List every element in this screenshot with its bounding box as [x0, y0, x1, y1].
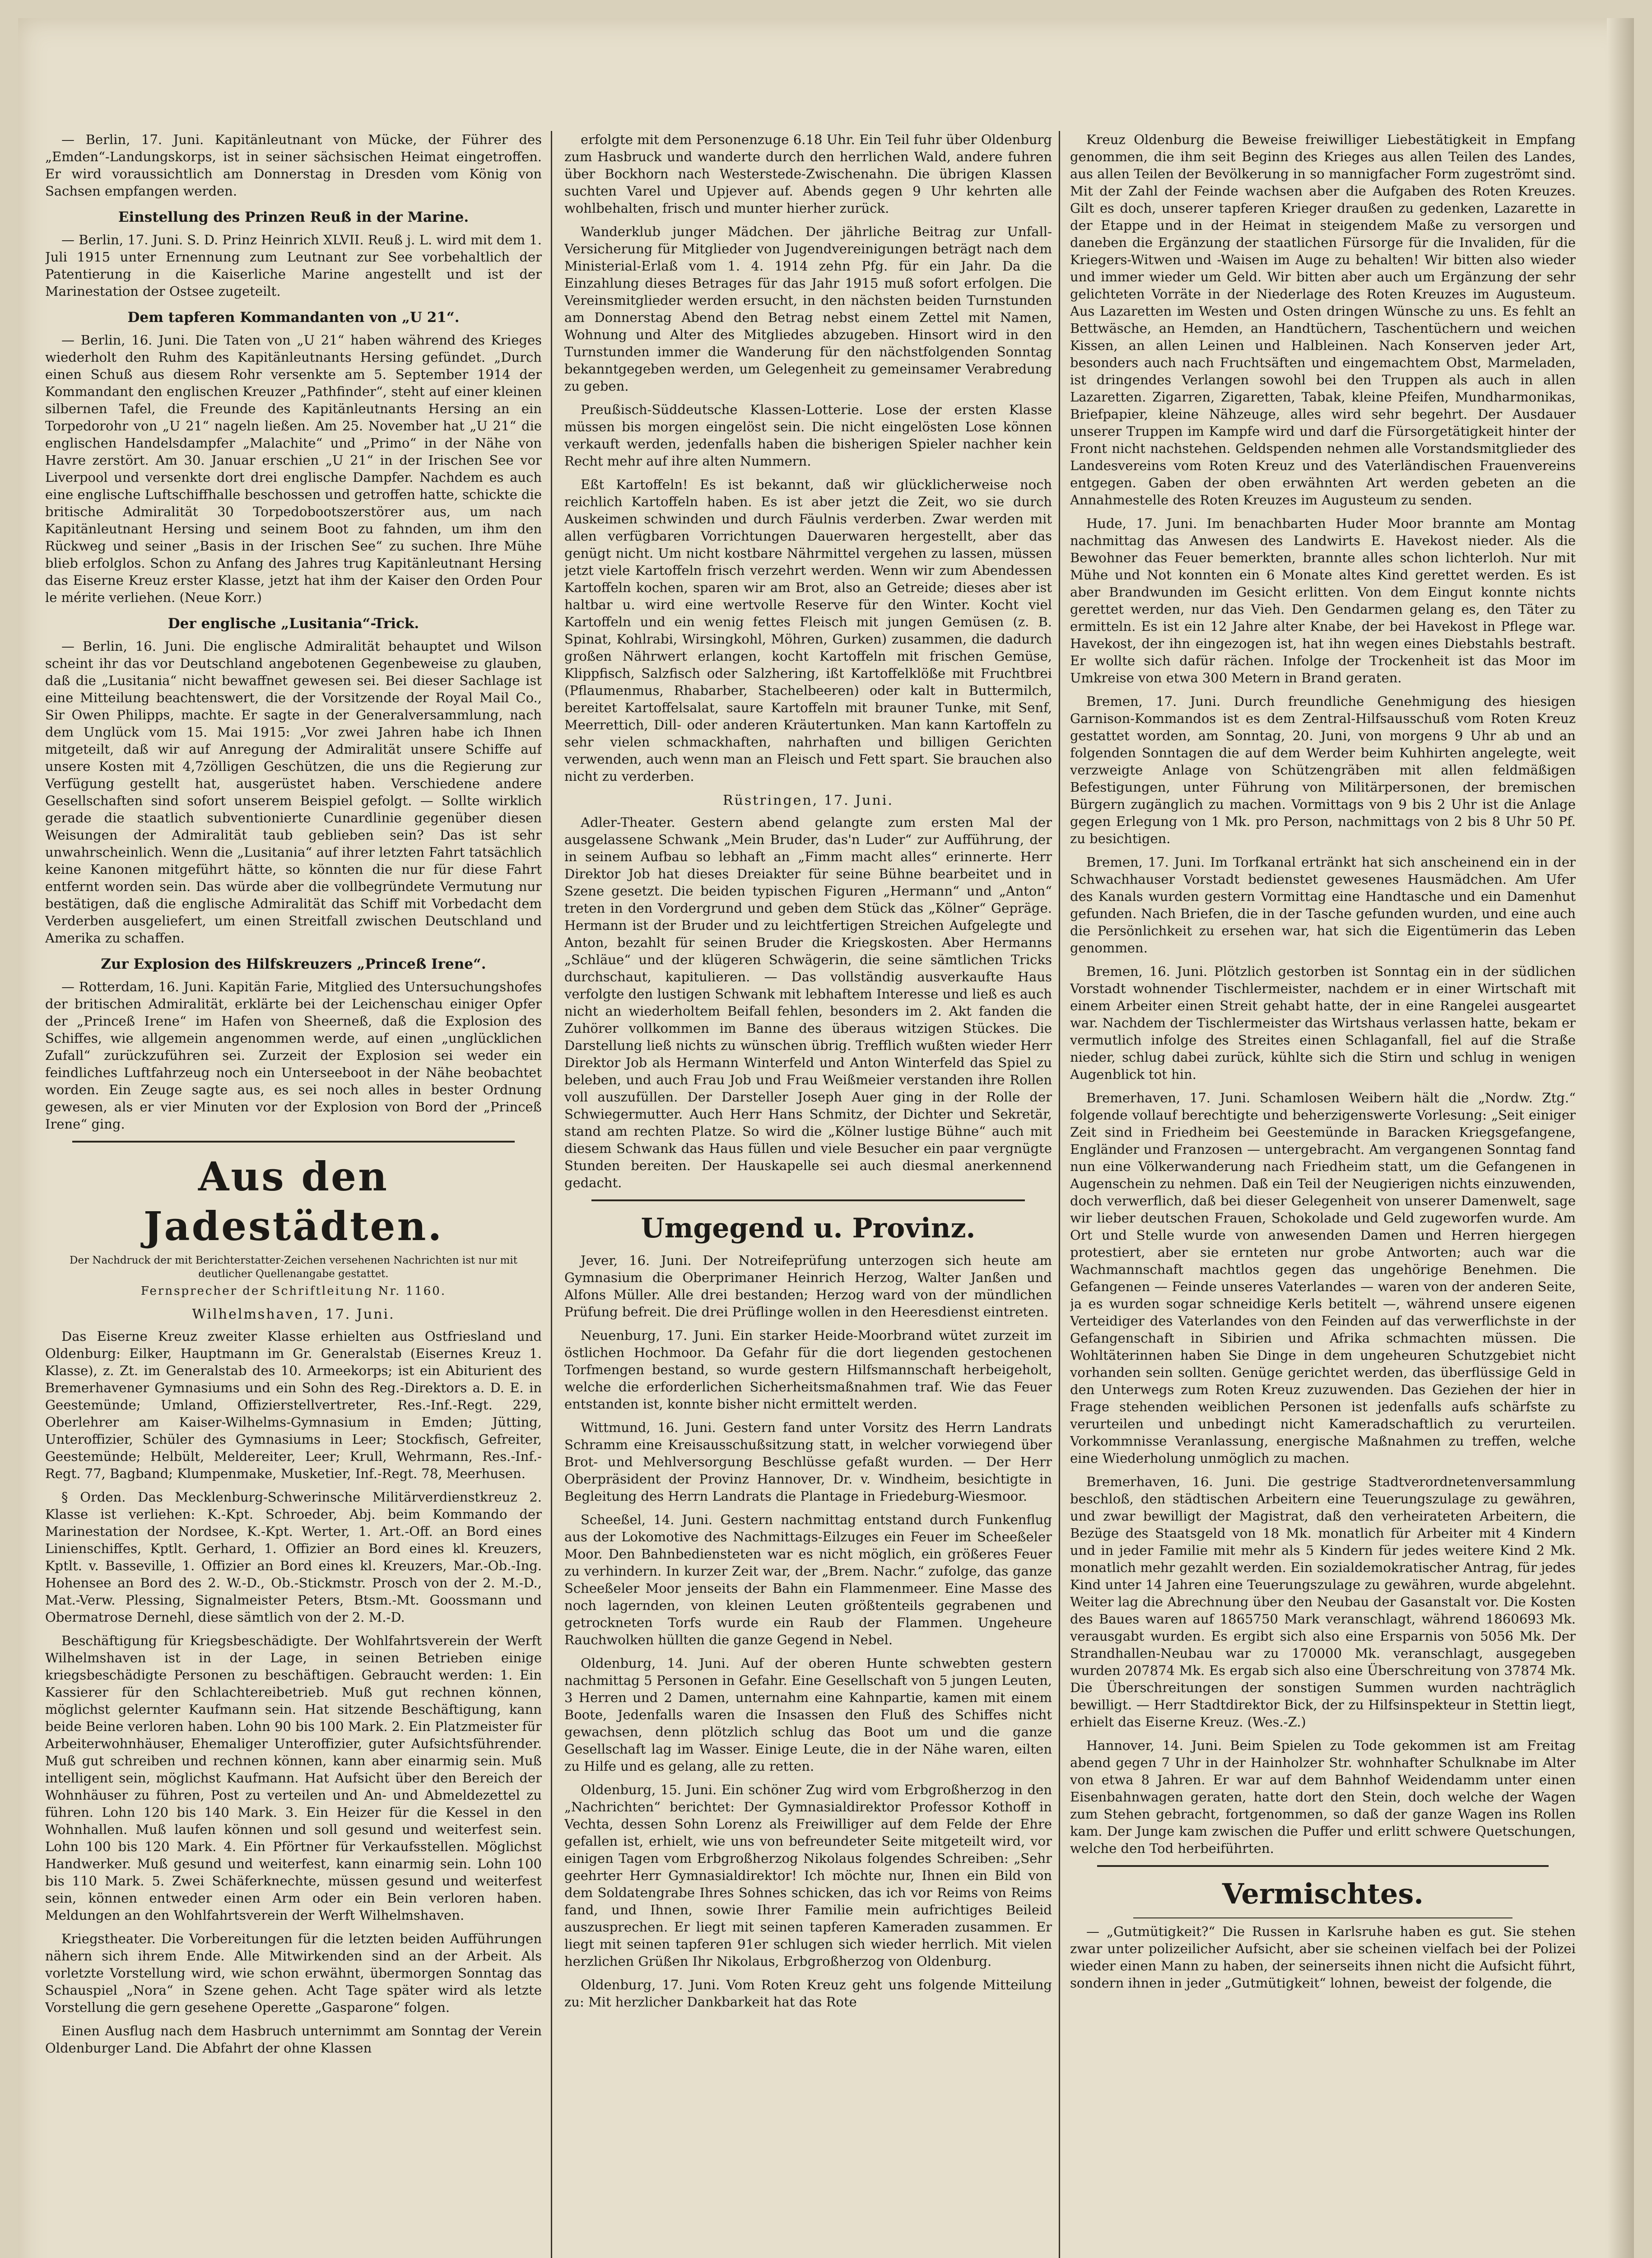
title-underline: [1133, 1917, 1512, 1918]
article-paragraph: — „Gutmütigkeit?“ Die Russen in Karlsruhe haben es gut. Sie stehen zwar unter polizeilicher Aufsicht, aber sie scheinen vielfach bei der Polizei wieder einen Mann zu haben, der seinerseits ihnen nicht die Aufsicht führt, sondern ihnen in jeder „Gutmütigkeit“ lohnen, beweist der folgende, die: [1070, 1924, 1576, 1991]
article-paragraph: Das Eiserne Kreuz zweiter Klasse erhielten aus Ostfriesland und Oldenburg: Eilker, Hauptmann im Gr. Generalstab (Eisernes Kreuz 1. Klasse), z. Zt. im Generalstab des 10. Armeekorps; ist ein Abiturient des Bremerhavener Gymnasiums und ein Sohn des Reg.-Direktors a. D. E. in Geestemünde; Umland, Offizierstellvertreter, Res.-Inf.-Regt. 229, Oberlehrer am Kaiser-Wilhelms-Gymnasium in Emden; Jütting, Unteroffizier, Schüler des Gymnasiums in Leer; Stockfisch, Gefreiter, Geestemünde; Helbült, Meldereiter, Leer; Krull, Wehrmann, Res.-Inf.-Regt. 77, Bagband; Klumpenmake, Musketier, Inf.-Regt. 78, Meerhusen.: [45, 1329, 542, 1481]
article-paragraph: Scheeßel, 14. Juni. Gestern nachmittag entstand durch Funkenflug aus der Lokomotive des Nachmittags-Eilzuges ein Feuer im Scheeßeler Moor. Den Bahnbediensteten war es nicht möglich, ein größeres Feuer zu verhindern. In kurzer Zeit war, der „Brem. Nachr.“ zufolge, das ganze Scheeßeler Moor jenseits der Bahn ein Flammenmeer. Eine Masse des noch lagernden, von kleinen Leuten größtenteils gegrabenen und getrockneten Torfs wurde ein Raub der Flammen. Ungeheure Rauchwolken hüllten die ganze Gegend in Nebel.: [564, 1512, 1052, 1647]
article-paragraph: Oldenburg, 17. Juni. Vom Roten Kreuz geht uns folgende Mitteilung zu: Mit herzlicher Dankbarkeit hat das Rote: [564, 1977, 1052, 2010]
section-divider: [1097, 1865, 1549, 1867]
article-paragraph: Bremen, 17. Juni. Im Torfkanal ertränkt hat sich anscheinend ein in der Schwachhauser Vorstadt bedienstet gewesenes Hausmädchen. Am Ufer des Kanals wurden gestern Vormittag eine Handtasche und ein Damenhut gefunden. Nach Briefen, die in der Tasche gefunden wurden, und eine auch die Persönlichkeit zu ersehen war, hat sich die Eigentümerin das Leben genommen.: [1070, 854, 1576, 956]
column-middle: [564, 131, 1052, 2258]
article-paragraph: Einen Ausflug nach dem Hasbruch unternimmt am Sonntag der Verein Oldenburger Land. Die Abfahrt der ohne Klassen: [45, 2023, 542, 2056]
article-paragraph: Kriegstheater. Die Vorbereitungen für die letzten beiden Aufführungen nähern sich ihrem Ende. Alle Mitwirkenden sind an der Arbeit. Als vorletzte Vorstellung wird, wie schon erwähnt, übermorgen Sonntag das Schauspiel „Nora“ in Szene gehen. Acht Tage später wird als letzte Vorstellung die gern gesehene Operette „Gasparone“ folgen.: [45, 1931, 542, 2015]
article-headline: Zur Explosion des Hilfskreuzers „Princeß Irene“.: [101, 956, 486, 972]
article-paragraph: Wanderklub junger Mädchen. Der jährliche Beitrag zur Unfall-Versicherung für Mitglieder von Jugendvereinigungen beträgt nach dem Ministerial-Erlaß vom 1. 4. 1914 zehn Pfg. für ein Jahr. Da die Einzahlung dieses Betrages für das Jahr 1915 muß sofort erfolgen. Die Vereinsmitglieder werden ersucht, in den nächsten beiden Turnstunden am Donnerstag Abend den Betrag nebst einem Zettel mit Namen, Wohnung und Alter des Mitgliedes abzugeben. Hinsort wird in den Turnstunden immer die Wanderung für den nächstfolgenden Sonntag bekanntgegeben werden, um Gelegenheit zu gemeinsamer Verabredung zu geben.: [564, 224, 1052, 394]
article-paragraph: — Berlin, 16. Juni. Die englische Admiralität behauptet und Wilson scheint ihr das vor Deutschland angebotenen Gegenbeweise zu glauben, daß die „Lusitania“ nicht bewaffnet gewesen sei. Bei dieser Sachlage ist eine Mitteilung beachtenswert, die der Vorsitzende der Royal Mail Co., Sir Owen Philipps, machte. Er sagte in der Generalversammlung, nach dem Unglück vom 15. Mai 1915: „Vor zwei Jahren habe ich Ihnen mitgeteilt, daß wir auf Anregung der Admiralität unsere Schiffe auf unsere Kosten mit 4,7zölligen Geschützen, die uns die Regierung zur Verfügung gestellt hat, ausgerüstet haben. Verschiedene andere Gesellschaften sind sofort unserem Beispiel gefolgt. — Sollte wirklich gerade die staatlich subventionierte Cunardlinie gegenüber diesen Weisungen der Admiralität taub geblieben sein? Das ist sehr unwahrscheinlich. Wenn die „Lusitania“ auf ihrer letzten Fahrt tatsächlich keine Kanonen mitgeführt hätte, so könnten die nur für diese Fahrt entfernt worden sein. Das würde aber die vollbegründete Vermutung nur bestätigen, daß die englische Admiralität das Schiff mit Vorbedacht dem Verderben ausgeliefert, um einen Streitfall zwischen Deutschland und Amerika zu schaffen.: [45, 639, 542, 946]
article-paragraph: Bremen, 16. Juni. Plötzlich gestorben ist Sonntag ein in der südlichen Vorstadt wohnender Tischlermeister, nachdem er in einer Wirtschaft mit einem Arbeiter einen Streit gehabt hatte, der in eine Rangelei ausgeartet war. Nachdem der Tischlermeister das Wirtshaus verlassen hatte, bekam er vermutlich infolge des Streites einen Schlaganfall, fiel auf die Straße nieder, schlug dabei zurück, kühlte sich die Stirn und schlug in wenigen Augenblick tot hin.: [1070, 964, 1576, 1082]
article-paragraph: erfolgte mit dem Personenzuge 6.18 Uhr. Ein Teil fuhr über Oldenburg zum Hasbruck und wanderte durch den herrlichen Wald, andere fuhren über Bockhorn nach Westerstede-Zwischenahn. Die übrigen Klassen suchten Varel und Upjever auf. Abends gegen 9 Uhr kehrten alle wohlbehalten, frisch und munter hierher zurück.: [564, 132, 1052, 216]
article-headline: Dem tapferen Kommandanten von „U 21“.: [127, 309, 460, 326]
article-paragraph: Jever, 16. Juni. Der Notreifeprüfung unterzogen sich heute am Gymnasium die Oberprimaner Heinrich Herzog, Walter Janßen und Alfons Müller. Alle drei bestanden; Herzog ward von der mündlichen Prüfung befreit. Die drei Prüflinge wollen in den Heeresdienst eintreten.: [564, 1253, 1052, 1320]
section-title: Vermischtes.: [1222, 1877, 1424, 1910]
article-paragraph: Eßt Kartoffeln! Es ist bekannt, daß wir glücklicherweise noch reichlich Kartoffeln haben. Es ist aber jetzt die Zeit, wo sie durch Auskeimen schwinden und durch Fäulnis verderben. Zwar werden mit allen verfügbaren Vorrichtungen Dauerwaren hergestellt, aber das genügt nicht. Um nicht kostbare Nährmittel vergehen zu lassen, müssen jetzt viele Kartoffeln frisch verzehrt werden. Wenn wir zum Abendessen Kartoffeln kochen, sparen wir am Brot, also an Getreide; dieses aber ist haltbar u. wird eine wertvolle Reserve für den Winter. Kocht viel Kartoffeln und ein wenig fettes Fleisch mit jungen Gemüsen (z. B. Spinat, Kohlrabi, Wirsingkohl, Möhren, Gurken) zusammen, die dadurch großen Nährwert erlangen, kocht Kartoffeln mit frischen Gemüse, Klippfisch, Salzfisch oder Salzhering, ißt Kartoffelklöße mit Fruchtbrei (Pflaumenmus, Rhabarber, Stachelbeeren) oder kalt in Buttermilch, bereitet Kartoffelsalat, saure Kartoffeln mit brauner Tunke, mit Senf, Meerrettich, Dill- oder anderen Kräutertunken. Man kann Kartoffeln zu sehr vielen schmackhaften, nahrhaften und billigen Gerichten verwenden, auch wenn man an Fleisch und Fett spart. Sie brauchen also nicht zu verderben.: [564, 477, 1052, 784]
editorial-phone: Fernsprecher der Schriftleitung Nr. 1160.: [140, 1284, 447, 1298]
section-divider: [72, 1141, 515, 1143]
dateline: Rüstringen, 17. Juni.: [722, 793, 893, 808]
column-left: [45, 131, 542, 2258]
column-right: [1070, 131, 1576, 2258]
article-paragraph: Hannover, 14. Juni. Beim Spielen zu Tode gekommen ist am Freitag abend gegen 7 Uhr in der Hainholzer Str. wohnhafter Schulknabe im Alter von etwa 8 Jahren. Er war auf dem Bahnhof Weidendamm unter einen Eisenbahnwagen geraten, hatte dort den Stein, doch welche der Wagen zum Stehen gebracht, fortgenommen, so daß der ganze Wagen ins Rollen kam. Der Junge kam zwischen die Puffer und erlitt schwere Quetschungen, welche den Tod herbeiführten.: [1070, 1738, 1576, 1856]
article-paragraph: Adler-Theater. Gestern abend gelangte zum ersten Mal der ausgelassene Schwank „Mein Bruder, das'n Luder“ zur Aufführung, der in seinem Aufbau so lebhaft an „Fimm macht alles“ erinnerte. Herr Direktor Job hat dieses Dreiakter für seine Bühne bearbeitet und in Szene gesetzt. Die beiden typischen Figuren „Hermann“ und „Anton“ treten in den Vordergrund und geben dem Stück das „Kölner“ Gepräge. Hermann ist der Bruder und zu leichtfertigen Streichen Aufgelegte und Anton, bezahlt für seinen Bruder die Kriegskosten. Aber Hermanns „Schläue“ und der klügeren Schwägerin, die seine sämtlichen Tricks durchschaut, kapitulieren. — Das vollständig ausverkaufte Haus verfolgte den lustigen Schwank mit lebhaftem Interesse und ließ es auch nicht an wiederholtem Beifall fehlen, besonders im 2. Akt fanden die Zuhörer vollkommen im Banne des überaus witzigen Stückes. Die Darstellung ließ nichts zu wünschen übrig. Trefflich wußten wieder Herr Direktor Job als Hermann Winterfeld und Anton Winterfeld das Spiel zu beleben, und auch Frau Job und Frau Weißmeier verstanden ihre Rollen voll auszufüllen. Der Darsteller Joseph Auer ging in der Rolle der Schwiegermutter. Auch Herr Hans Schmitz, der Dichter und Sekretär, stand am rechten Platze. So wird die „Kölner lustige Bühne“ auch mit diesem Schwank das Haus füllen und viele Besucher ein paar vergnügte Stunden bereiten. Der Hauskapelle sei auch diesmal anerkennend gedacht.: [564, 815, 1052, 1190]
article-paragraph: Bremerhaven, 16. Juni. Die gestrige Stadtverordnetenversammlung beschloß, den städtischen Arbeitern eine Teuerungszulage zu gewähren, und zwar bewilligt der Magistrat, daß den verheirateten Arbeitern, die Bezüge des Staatsgeld von 18 Mk. monatlich für Arbeiter mit 4 Kindern und in jeder Familie mit mehr als 5 Kindern für jedes weitere Kind 2 Mk. monatlich mehr gezahlt werden. Ein sozialdemokratischer Antrag, für jedes Kind unter 14 Jahren eine Teuerungszulage zu gewähren, wurde abgelehnt. Weiter lag die Abrechnung über den Neubau der Gasanstalt vor. Die Kosten des Baues waren auf 1865750 Mark veranschlagt, während 1860693 Mk. verausgabt wurden. Es ergibt sich also eine Ersparnis von 5056 Mk. Der Strandhallen-Neubau war zu 170000 Mk. veranschlagt, ausgegeben wurden 207874 Mk. Es ergab sich also eine Überschreitung von 37874 Mk. Die Überschreitungen der sonstigen Summen wurden nachträglich bewilligt. — Herr Stadtdirektor Bick, der zu Hilfsinspekteur in Stettin liegt, erhielt das Eiserne Kreuz. (Wes.-Z.): [1070, 1474, 1576, 1730]
article-paragraph: Beschäftigung für Kriegsbeschädigte. Der Wohlfahrtsverein der Werft Wilhelmshaven ist in der Lage, in seinen Betrieben einige kriegsbeschädigte Personen zu beschäftigen. Gebraucht werden: 1. Ein Kassierer für den Schlachtereibetrieb. Muß gut rechnen können, möglichst gelernter Kaufmann sein. Hat sitzende Beschäftigung, kann beide Beine verloren haben. Lohn 90 bis 100 Mark. 2. Ein Platzmeister für Arbeiterwohnhäuser, Ehemaliger Unteroffizier, guter Aufsichtsführender. Muß gut schreiben und rechnen können, kann aber einarmig sein. Muß intelligent sein, möglichst Kaufmann. Hat Aufsicht über den Bereich der Wohnhäuser zu führen, Post zu verteilen und An- und Abmeldezettel zu führen. Lohn 120 bis 140 Mark. 3. Ein Heizer für die Kessel in den Wohnhallen. Muß laufen können und soll gesund und weiterfest sein. Lohn 100 bis 120 Mark. 4. Ein Pförtner für Verkaufsstellen. Möglichst Handwerker. Muß gesund und weiterfest, kann einarmig sein. Lohn 100 bis 110 Mark. 5. Zwei Schäferknechte, müssen gesund und weiterfest sein, können entweder einen Arm oder ein Bein verloren haben. Meldungen an den Wohlfahrtsverein der Werft Wilhelmshaven.: [45, 1633, 542, 1923]
article-headline: Der englische „Lusitania“-Trick.: [168, 616, 419, 632]
article-paragraph: § Orden. Das Mecklenburg-Schwerinsche Militärverdienstkreuz 2. Klasse ist verliehen: K.-Kpt. Schroeder, Abj. beim Kommando der Marinestation der Nordsee, K.-Kpt. Werter, 1. Art.-Off. an Bord eines Linienschiffes, Kptlt. Gerhard, 1. Offizier an Bord eines kl. Kreuzers, Kptlt. v. Basseville, 1. Offizier an Bord eines kl. Kreuzers, Mar.-Ob.-Ing. Hohensee an Bord des 2. W.-D., Ob.-Stickmstr. Prosch von der 2. M.-D., Mat.-Verw. Plessing, Signalmeister Peters, Btsm.-Mt. Goossmann und Obermatrose Dernehl, diese sämtlich von der 2. M.-D.: [45, 1489, 542, 1625]
article-paragraph: Preußisch-Süddeutsche Klassen-Lotterie. Lose der ersten Klasse müssen bis morgen eingelöst sein. Die nicht eingelösten Lose können verkauft werden, jedenfalls haben die bisherigen Spieler nachher kein Recht mehr auf ihre alten Nummern.: [564, 402, 1052, 469]
article-paragraph: Oldenburg, 15. Juni. Ein schöner Zug wird vom Erbgroßherzog in den „Nachrichten“ berichtet: Der Gymnasialdirektor Professor Kothoff in Vechta, dessen Sohn Lorenz als Freiwilliger auf dem Felde der Ehre gefallen ist, erhielt, wie uns von befreundeter Seite mitgeteilt wird, vor einigen Tagen vom Erbgroßherzog Nikolaus folgendes Schreiben: „Sehr geehrter Herr Gymnasialdirektor! Ich möchte nur, Ihnen ein Bild von dem Soldatengrabe Ihres Sohnes schicken, das ich vor Reims von Reims fand, und Ihnen, sowie Ihrer Familie mein aufrichtiges Beileid auszusprechen. Er liegt mit seinen tapferen Kameraden zusammen. Er liegt mit seinen tapferen 91er schlugen sich wieder herrlich. Mit vielen herzlichen Grüßen Ihr Nikolaus, Erbgroßherzog von Oldenburg.: [564, 1782, 1052, 1969]
section-divider: [591, 1199, 1025, 1201]
article-paragraph: Oldenburg, 14. Juni. Auf der oberen Hunte schwebten gestern nachmittag 5 Personen in Gefahr. Eine Gesellschaft von 5 jungen Leuten, 3 Herren und 2 Damen, unternahm eine Kahnpartie, kamen mit einem Boote, Jedenfalls waren die Insassen den Fluß des Schiffes nicht gewachsen, denn plötzlich schlug das Boot um und die ganze Gesellschaft lag im Wasser. Einige Leute, die in der Nähe waren, eilten zu Hilfe und es gelang, alle zu retten.: [564, 1656, 1052, 1774]
article-paragraph: Hude, 17. Juni. Im benachbarten Huder Moor brannte am Montag nachmittag das Anwesen des Landwirts E. Havekost nieder. Als die Bewohner das Feuer bemerkten, brannte alles schon lichterloh. Nur mit Mühe und Not konnten ein 6 Monate altes Kind gerettet werden. Es ist aber Brandwunden im Gesicht erlitten. Von dem Eingut konnte nichts gerettet werden, nur das Vieh. Den Gendarmen gelang es, den Täter zu ermitteln. Es ist ein 12 Jahre alter Knabe, der bei Havekost in Pflege war. Havekost, der ihn eingezogen ist, hat ihn wegen eines Diebstahls bestraft. Er wollte sich dafür rächen. Infolge der Trockenheit ist das Moor im Umkreise von etwa 300 Metern in Brand geraten.: [1070, 516, 1576, 686]
column-rule: [1059, 131, 1060, 2258]
article-paragraph: Bremen, 17. Juni. Durch freundliche Genehmigung des hiesigen Garnison-Kommandos ist es dem Zentral-Hilfsausschuß vom Roten Kreuz gestattet worden, am Sonntag, 20. Juni, von morgens 9 Uhr ab und an folgenden Sonntagen die auf dem Werder beim Kuhhirten angelegte, weit verzweigte Anlage von Schützengräben mit allen feldmäßigen Befestigungen, unter Führung von Militärpersonen, der bremischen Bürgern zugänglich zu machen. Vormittags von 9 bis 2 Uhr ist die Anlage gegen Erlegung von 1 Mk. pro Person, nachmittags von 2 bis 8 Uhr 50 Pf. zu besichtigen.: [1070, 694, 1576, 846]
article-paragraph: — Berlin, 17. Juni. S. D. Prinz Heinrich XLVII. Reuß j. L. wird mit dem 1. Juli 1915 unter Ernennung zum Leutnant zur See vorbehaltlich der Patentierung in die Kaiserliche Marine angestellt und ist der Marinestation der Ostsee zugeteilt.: [45, 232, 542, 299]
article-paragraph: Neuenburg, 17. Juni. Ein starker Heide-Moorbrand wütet zurzeit im östlichen Hochmoor. Da Gefahr für die dort liegenden gestochenen Torfmengen bestand, so wurde gestern Hilfsmannschaft herbeigeholt, welche die erforderlichen Sicherheitsmaßnahmen traf. Wie das Feuer entstanden ist, konnte bisher nicht ermittelt werden.: [564, 1328, 1052, 1412]
article-paragraph: Wittmund, 16. Juni. Gestern fand unter Vorsitz des Herrn Landrats Schramm eine Kreisausschußsitzung statt, in welcher vorwiegend über Brot- und Mehlversorgung Beschlüsse gefaßt wurden. — Der Herr Oberpräsident der Provinz Hannover, Dr. v. Windheim, besichtigte in Begleitung des Herrn Landrats die Plantage in Friedeburg-Wiesmoor.: [564, 1420, 1052, 1504]
article-paragraph: — Rotterdam, 16. Juni. Kapitän Farie, Mitglied des Untersuchungshofes der britischen Admiralität, erklärte bei der Leichenschau einiger Opfer der „Princeß Irene“ im Hafen von Sheerneß, daß die Explosion des Schiffes, wie allgemein angenommen werde, auf einen „unglücklichen Zufall“ zurückzuführen sei. Zurzeit der Explosion sei weder ein feindliches Luftfahrzeug noch ein Unterseeboot in der Nähe beobachtet worden. Ein Zeuge sagte aus, es sei noch alles in bester Ordnung gewesen, als er vier Minuten vor der Explosion von Bord der „Princeß Irene“ ging.: [45, 979, 542, 1132]
column-rule: [551, 131, 552, 2258]
article-paragraph: — Berlin, 17. Juni. Kapitänleutnant von Mücke, der Führer des „Emden“-Landungskorps, ist in seiner sächsischen Heimat eingetroffen. Er wird voraussichtlich am Donnerstag in Dresden vom König von Sachsen empfangen werden.: [45, 132, 542, 199]
dateline: Wilhelmshaven, 17. Juni.: [192, 1306, 395, 1322]
article-paragraph: Kreuz Oldenburg die Beweise freiwilliger Liebestätigkeit in Empfang genommen, die ihm seit Beginn des Krieges aus allen Teilen des Landes, aus allen Teilen der Bevölkerung in so mannigfacher Form zugeströmt sind. Mit der Zahl der Feinde wachsen aber die Aufgaben des Roten Kreuzes. Gilt es doch, unserer tapferen Krieger draußen zu gedenken, Lazarette in der Etappe und in der Heimat in steigendem Maße zu versorgen und daneben die Ergänzung der staatlichen Fürsorge für die Invaliden, für die Kriegers-Witwen und -Waisen im Auge zu behalten! Wir bitten also wieder und immer wieder um Geld. Wir bitten aber auch um Ergänzung der sehr gelichteten Vorräte in der Niederlage des Roten Kreuzes im Augusteum. Aus Lazaretten im Westen und Osten dringen Wünsche zu uns. Es fehlt an Bettwäsche, an Hemden, an Handtüchern, Taschentüchern und weichen Kissen, an allen Leinen und Halbleinen. Nach Konserven jeder Art, besonders auch nach Fruchtsäften und eingemachtem Obst, Marmeladen, ist dringendes Verlangen sowohl bei den Truppen als auch in allen Lazaretten. Zigarren, Zigaretten, Tabak, kleine Pfeifen, Mundharmonikas, Briefpapier, kleine Nähzeuge, alles wird sehr begehrt. Der Ausdauer unserer Truppen im Kampfe wird und darf die Fürsorgetätigkeit hinter der Front nicht nachstehen. Geldspenden nehmen alle Vorstandsmitglieder des Landesvereins vom Roten Kreuz und des Vaterländischen Frauenvereins entgegen. Gaben der oben erwähnten Art werden gebeten an die Annahmestelle des Roten Kreuzes im Augusteum zu senden.: [1070, 132, 1576, 508]
article-paragraph: Bremerhaven, 17. Juni. Schamlosen Weibern hält die „Nordw. Ztg.“ folgende vollauf berechtigte und beherzigenswerte Vorlesung: „Seit einiger Zeit sind in Friedheim bei Geestemünde in Baracken Kriegsgefangene, Engländer und Franzosen — untergebracht. Am vergangenen Sonntag fand nun eine Völkerwanderung nach Friedheim statt, um die Gefangenen in Augenschein zu nehmen. Daß ein Teil der Neugierigen nichts einzuwenden, doch verwerflich, daß bei dieser Gelegenheit von unserer Damenwelt, sage wir lieber deutschen Frauen, Schokolade und Geld zugeworfen wurde. Am Ort und Stelle wurde von anwesenden Damen und Herren hiergegen protestiert, aber sie ernteten nur grobe Antworten; auch war die Wachmannschaft machtlos gegen das ungehörige Benehmen. Die Gefangenen — Feinde unseres Vaterlandes — waren von der anderen Seite, ja es wurden sogar schneidige Kerls betitelt —, während unsere eigenen Verteidiger des Vaterlandes von den Feinden auf das verwerflichste in der Gefangenschaft in Sibirien und Afrika schmachten müssen. Die Wohltäterinnen haben Sie Dinge in dem ungeheuren Schutzgebiet nicht vorhanden sein sollten. Genüge gerichtet werden, das überflüssige Geld in den Unterwegs zum Roten Kreuz zuzuwenden. Das Geziehen der hier in Frage stehenden weiblichen Personen ist jedenfalls aufs schärfste zu verurteilen und unbedingt nicht Kameradschaftlich zu verurteilen. Vorkommnisse Veranlassung, energische Maßnahmen zu treffen, welche eine Wiederholung unmöglich zu machen.: [1070, 1090, 1576, 1466]
section-title: Umgegend u. Provinz.: [641, 1213, 976, 1244]
page-binding-edge: [1607, 18, 1634, 2258]
article-paragraph: — Berlin, 16. Juni. Die Taten von „U 21“ haben während des Krieges wiederholt den Ruhm des Kapitänleutnants Hersing gefündet. „Durch einen Schuß aus diesem Rohr versenkte am 5. September 1914 der Kommandant den englischen Kreuzer „Pathfinder“, steht auf einer kleinen silbernen Tafel, die Freunde des Kapitänleutnants Hersing an ein Torpedorohr von „U 21“ nageln ließen. Am 25. November hat „U 21“ die englischen Handelsdampfer „Malachite“ und „Primo“ in der Nähe von Havre zerstört. Am 30. Januar erschien „U 21“ in der Irischen See vor Liverpool und versenkte dort drei englische Dampfer. Nachdem es auch eine englische Luftschiffhalle beschossen und getroffen hatte, schickte die britische Admiralität 30 Torpedobootszerstörer aus, um nach Kapitänleutnant Hersing und seinem Boot zu fahnden, um ihm den Rückweg und seiner „Basis in der Irischen See“ zu suchen. Ihre Mühe blieb erfolglos. Schon zu Anfang des Jahres trug Kapitänleutnant Hersing das Eiserne Kreuz erster Klasse, jetzt hat ihm der Kaiser den Orden Pour le mérite verliehen. (Neue Korr.): [45, 332, 542, 605]
article-headline: Einstellung des Prinzen Reuß in der Marine.: [118, 209, 469, 225]
reprint-notice: Der Nachdruck der mit Berichterstatter-Zeichen versehenen Nachrichten ist nur mit deutlicher Quellenangabe gestattet.: [70, 1255, 517, 1280]
section-title: Aus den Jadestädten.: [143, 1153, 444, 1250]
newspaper-page: [18, 18, 1634, 2258]
